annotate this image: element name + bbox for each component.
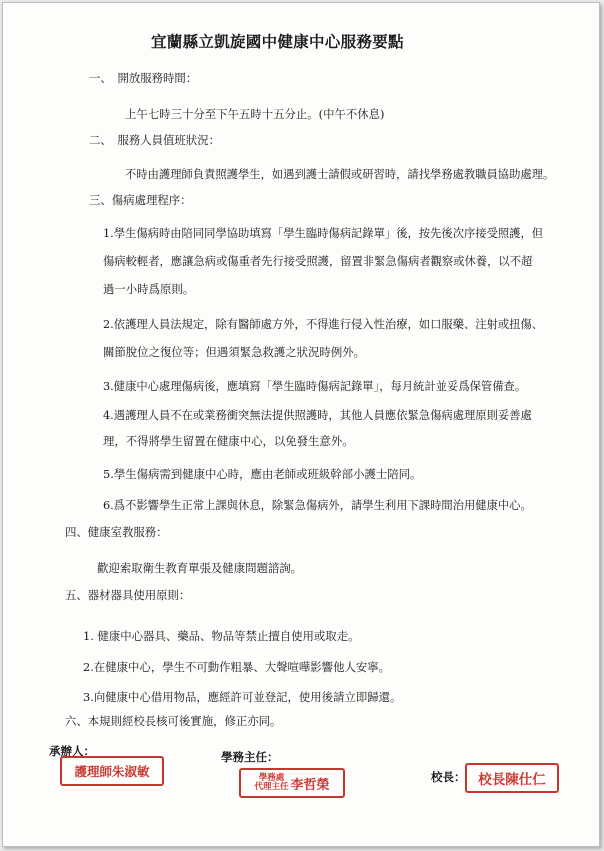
section-3-item-1-line-1: 1.學生傷病時由陪同同學協助填寫「學生臨時傷病記錄單」後，按先後次序接受照護，但 xyxy=(103,227,544,240)
affairs-director-label: 學務主任： xyxy=(221,750,279,764)
section-5-item-1: 1. 健康中心器具、藥品、物品等禁止擅自使用或取走。 xyxy=(83,629,360,643)
section-3-item-2-line-1: 2.依護理人員法規定，除有醫師處方外，不得進行侵入性治療，如口服藥、注射或扭傷、 xyxy=(103,318,544,331)
section-3-item-4-line-2: 理，不得將學生留置在健康中心，以免發生意外。 xyxy=(103,434,354,448)
handler-seal-text: 護理師朱淑敏 xyxy=(74,764,150,779)
section-4-heading: 四、健康室教服務： xyxy=(65,525,168,539)
section-3-item-4-line-1: 4.遇護理人員不在或業務衝突無法提供照護時，其他人員應依緊急傷病處理原則妥善處 xyxy=(103,409,532,422)
affairs-seal-small-text: 學務處 代理主任 xyxy=(254,773,289,792)
section-3-item-1-line-3: 過一小時爲原則。 xyxy=(103,282,195,296)
handler-label: 承辦人： xyxy=(49,744,95,758)
section-1-body: 上午七時三十分至下午五時十五分止。(中午不休息) xyxy=(125,107,385,121)
section-2-body: 不時由護理師負責照護學生，如遇到護士請假或研習時，請找學務處教職員協助處理。 xyxy=(125,168,555,181)
section-2-heading: 二、 服務人員值班狀況： xyxy=(89,133,220,147)
section-3-item-5: 5.學生傷病需到健康中心時，應由老師或班級幹部小護士陪同。 xyxy=(103,467,422,481)
section-1-heading: 一、 開放服務時間： xyxy=(89,71,198,85)
principal-seal xyxy=(465,763,559,793)
section-3-item-2-line-2: 關節脫位之復位等；但遇須緊急救護之狀況時例外。 xyxy=(103,345,365,359)
principal-seal-text: 校長陳仕仁 xyxy=(478,772,546,788)
section-3-item-3: 3.健康中心處理傷病後，應填寫「學生臨時傷病記錄單」，每月統計並妥爲保管備查。 xyxy=(103,380,527,393)
affairs-director-seal xyxy=(239,768,345,798)
principal-label: 校長： xyxy=(431,770,466,784)
section-3-item-6: 6.爲不影響學生正常上課與休息，除緊急傷病外，請學生利用下課時間治用健康中心。 xyxy=(103,499,532,512)
section-3-heading: 三、傷病處理程序： xyxy=(89,193,192,207)
section-3-item-1-line-2: 傷病較輕者，應讓急病或傷重者先行接受照護，留置非緊急傷病者觀察或休養，以不超 xyxy=(103,255,533,268)
document-page xyxy=(2,2,600,847)
handler-seal xyxy=(60,756,164,786)
section-5-heading: 五、器材器具使用原則： xyxy=(65,588,191,602)
section-5-item-3: 3.向健康中心借用物品，應經許可並登記，使用後請立即歸還。 xyxy=(83,690,402,704)
affairs-seal-name: 李哲榮 xyxy=(290,777,330,793)
section-6: 六、本規則經校長核可後實施，修正亦同。 xyxy=(65,714,282,728)
section-5-item-2: 2.在健康中心，學生不可動作粗暴、大聲喧嘩影響他人安寧。 xyxy=(83,660,391,674)
document-title: 宜蘭縣立凱旋國中健康中心服務要點 xyxy=(151,32,404,51)
section-4-body: 歡迎索取衛生教育單張及健康問題諮詢。 xyxy=(97,561,303,575)
